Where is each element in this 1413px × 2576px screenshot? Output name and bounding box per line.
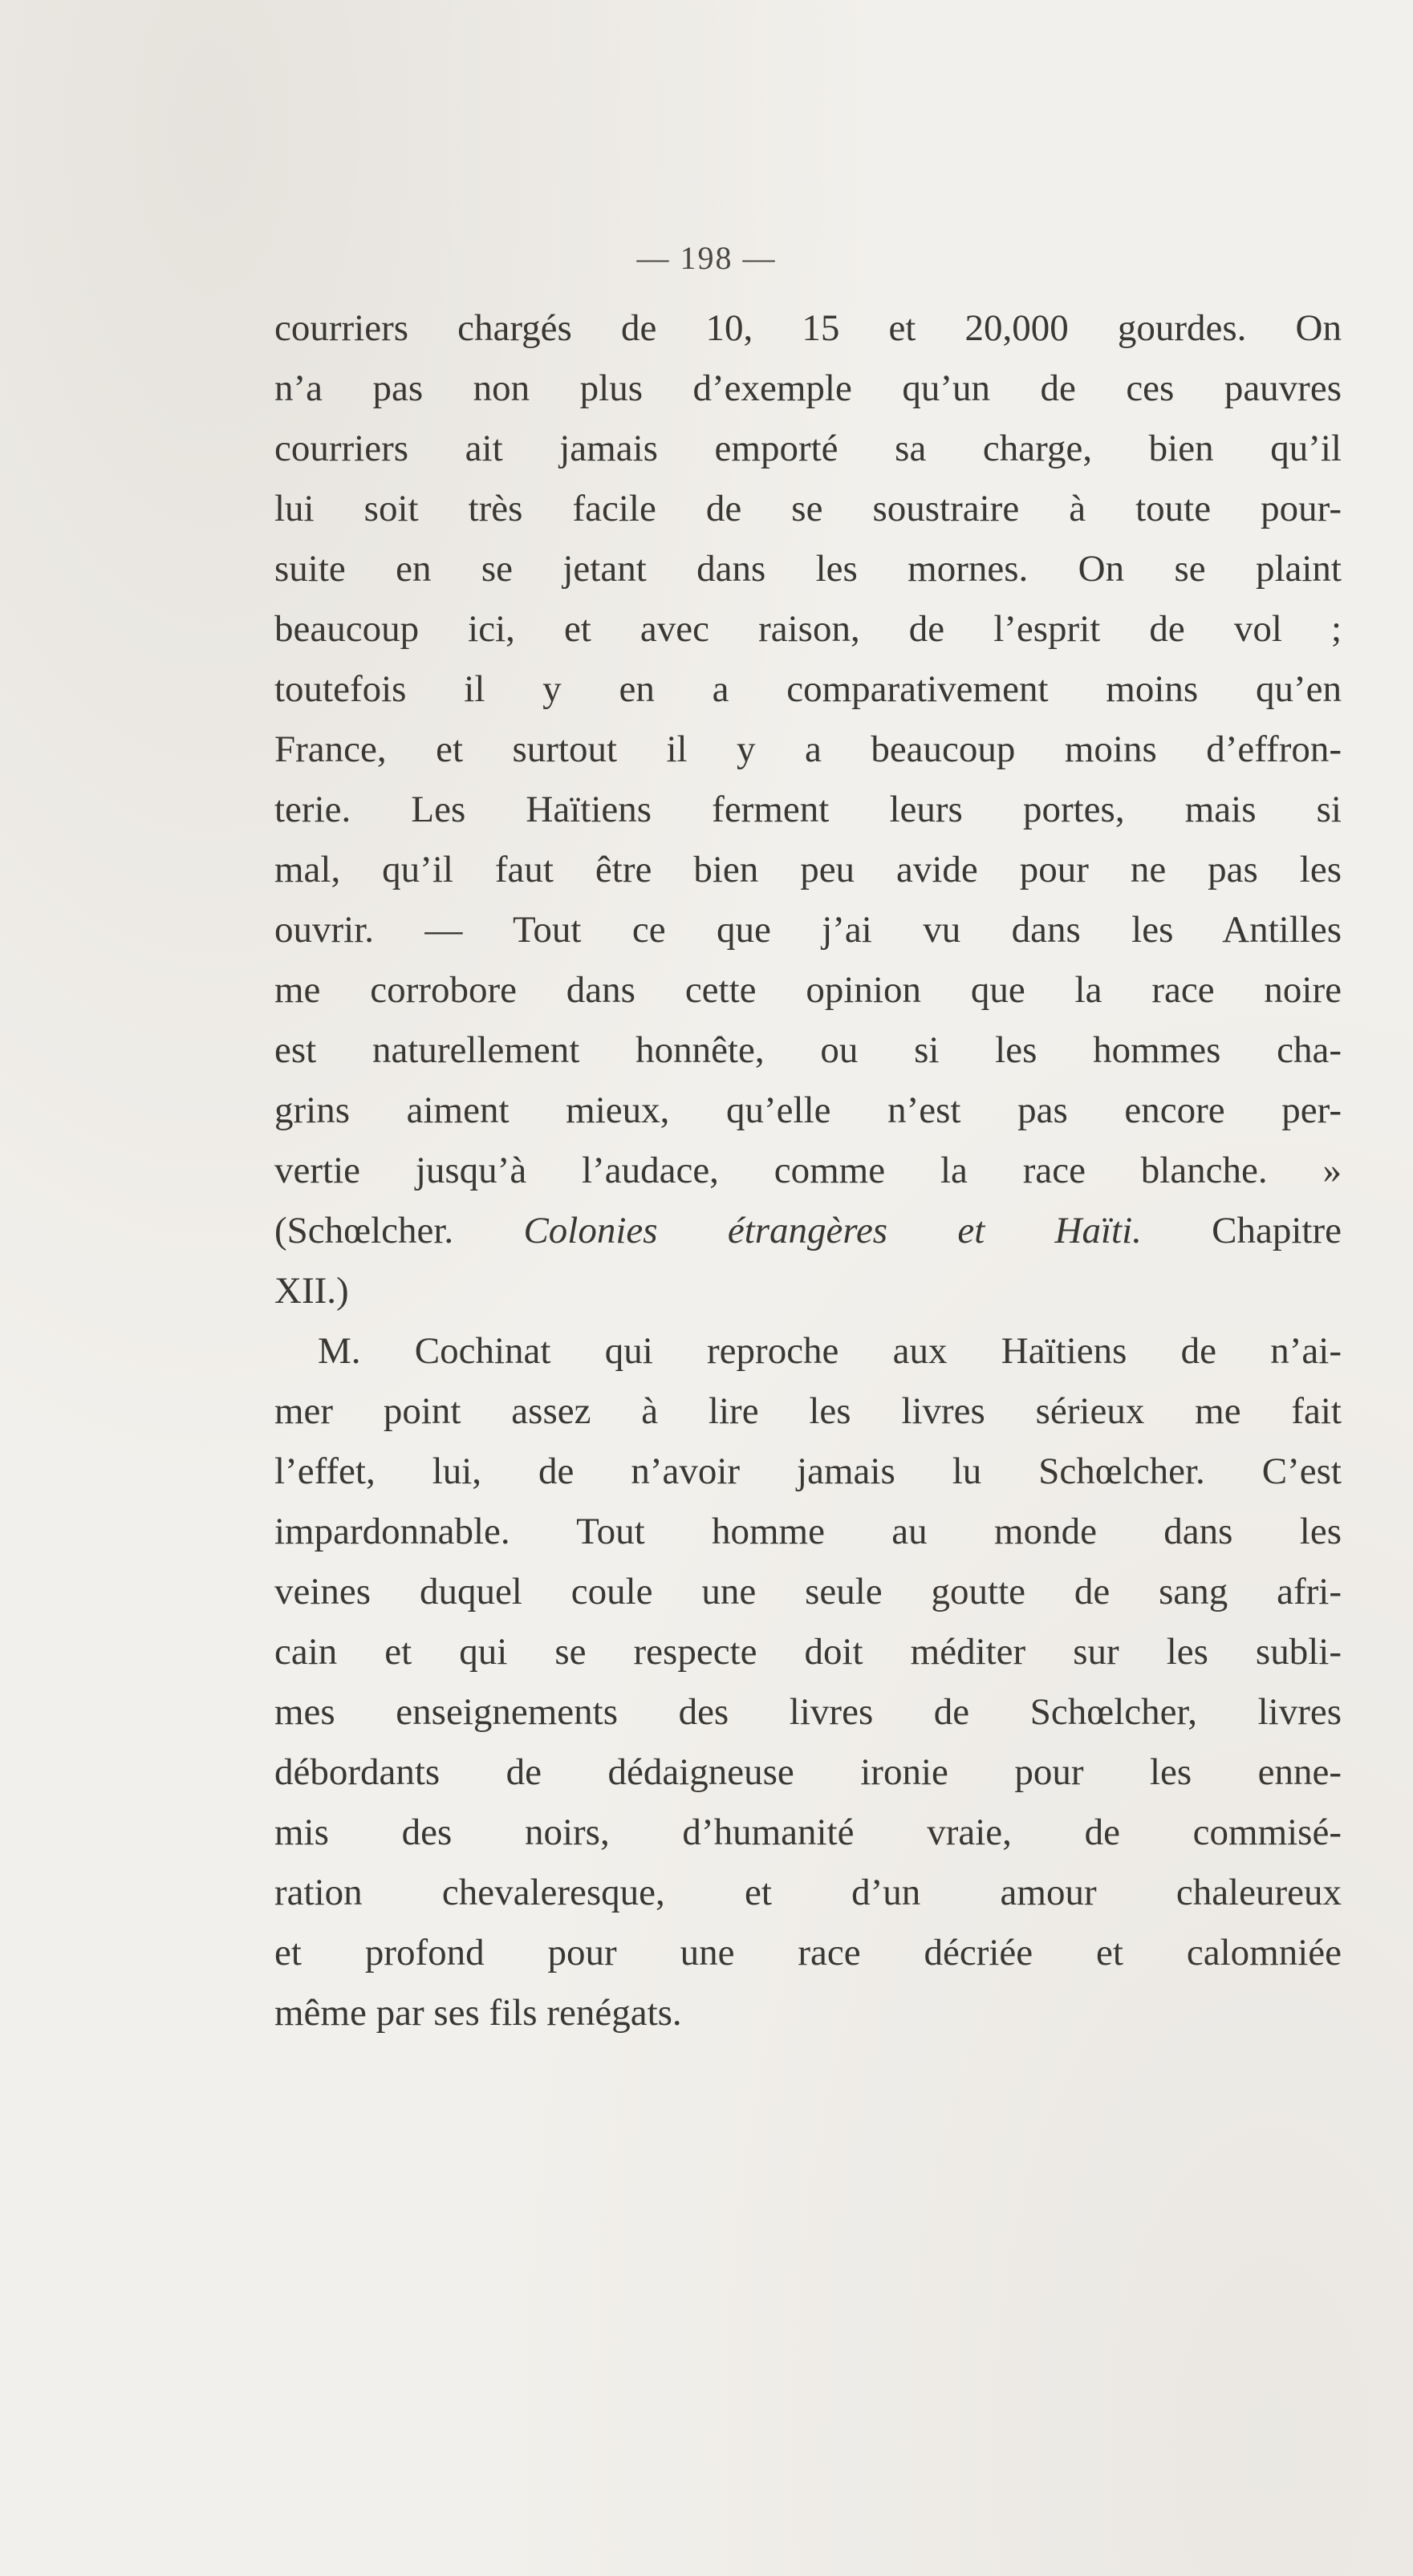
text-line: cain et qui se respecte doit méditer sur les subli- <box>274 1631 1342 1673</box>
text-line: ration chevaleresque, et d’un amour chaleureux <box>274 1872 1342 1913</box>
paragraph-1 <box>274 298 1342 1321</box>
text-line: grins aiment mieux, qu’elle n’est pas encore per- <box>274 1089 1342 1131</box>
text-line: suite en se jetant dans les mornes. On se plaint <box>274 548 1342 590</box>
text-line: terie. Les Haïtiens ferment leurs portes, mais si <box>274 789 1342 830</box>
citation-line <box>274 1201 1342 1261</box>
text-line: n’a pas non plus d’exemple qu’un de ces pauvres <box>274 367 1342 409</box>
text-line: vertie jusqu’à l’audace, comme la race blanche. » <box>274 1150 1342 1191</box>
text-line: impardonnable. Tout homme au monde dans les <box>274 1511 1342 1552</box>
text-line: XII.) <box>274 1270 349 1312</box>
citation-author: (Schœlcher. <box>274 1210 524 1251</box>
text-line: courriers ait jamais emporté sa charge, bien qu’il <box>274 428 1342 469</box>
text-line: me corrobore dans cette opinion que la race noire <box>274 969 1342 1011</box>
text-line: mis des noirs, d’humanité vraie, de commisé- <box>274 1811 1342 1853</box>
text-line: et profond pour une race décriée et calomniée <box>274 1932 1342 1974</box>
text-line: M. Cochinat qui reproche aux Haïtiens de n’ai- <box>318 1330 1342 1372</box>
text-line: beaucoup ici, et avec raison, de l’esprit de vol ; <box>274 608 1342 650</box>
text-line: lui soit très facile de se soustraire à toute pour- <box>274 488 1342 529</box>
text-line: débordants de dédaigneuse ironie pour les enne- <box>274 1751 1342 1793</box>
body-text <box>274 298 1342 2043</box>
text-line: toutefois il y en a comparativement moins qu’en <box>274 668 1342 710</box>
text-line: mer point assez à lire les livres sérieux me fait <box>274 1390 1342 1432</box>
text-line: mes enseignements des livres de Schœlcher, livres <box>274 1691 1342 1733</box>
citation-title: Colonies étrangères et Haïti. <box>523 1210 1142 1251</box>
page-number: — 198 — <box>636 240 777 276</box>
text-line: mal, qu’il faut être bien peu avide pour ne pas les <box>274 849 1342 890</box>
text-line: même par ses fils renégats. <box>274 1992 682 2034</box>
text-line: veines duquel coule une seule goutte de sang afri- <box>274 1571 1342 1613</box>
text-line: France, et surtout il y a beaucoup moins d’effron- <box>274 728 1342 770</box>
text-line: l’effet, lui, de n’avoir jamais lu Schœlcher. C’est <box>274 1450 1342 1492</box>
text-line: courriers chargés de 10, 15 et 20,000 gourdes. On <box>274 307 1342 349</box>
paragraph-2 <box>274 1321 1342 2043</box>
citation-chapter: Chapitre <box>1141 1210 1342 1251</box>
text-line: est naturellement honnête, ou si les hommes cha- <box>274 1029 1342 1071</box>
text-line: ouvrir. — Tout ce que j’ai vu dans les Antilles <box>274 909 1342 951</box>
